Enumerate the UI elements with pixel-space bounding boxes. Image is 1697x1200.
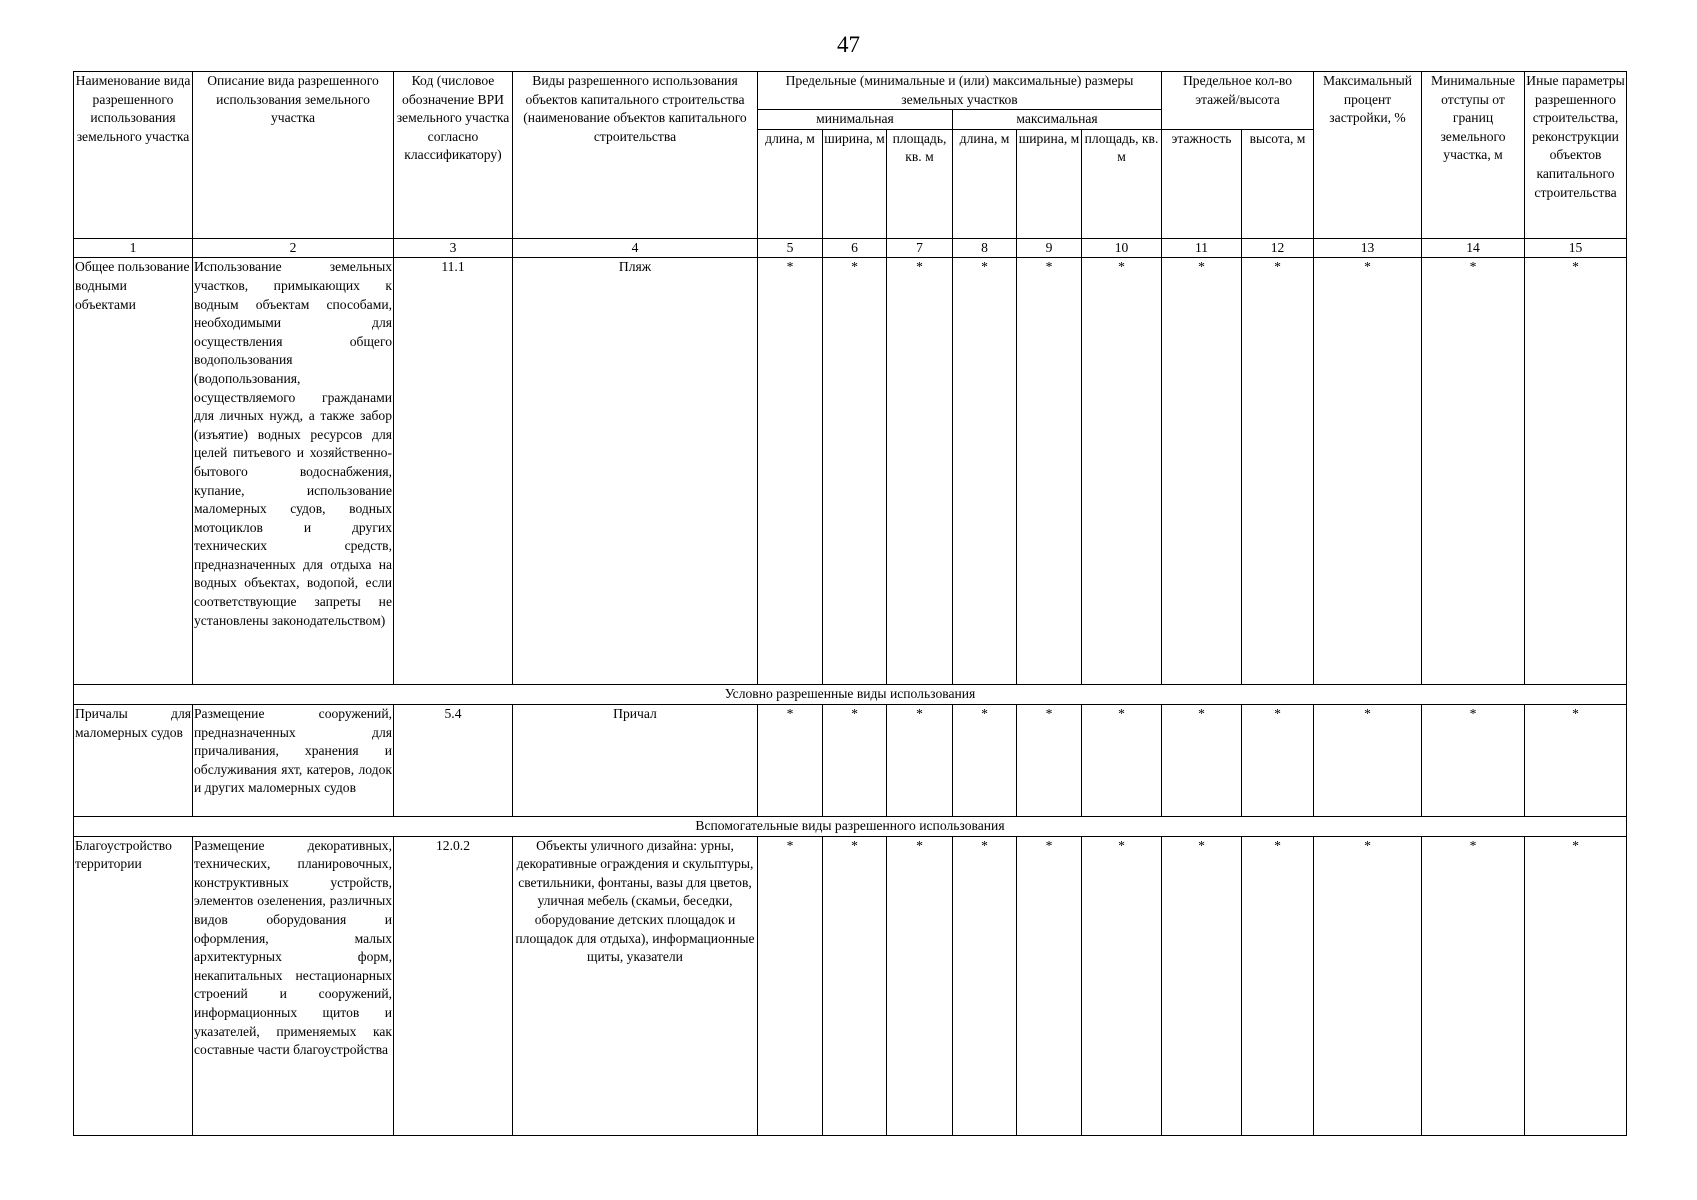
row-value: * (1422, 258, 1525, 685)
column-number: 5 (758, 238, 823, 258)
regulations-table (73, 71, 1627, 1136)
row-value: * (1082, 836, 1162, 1135)
header-code: Код (числовое обозначение ВРИ земельного участка согласно классификатору) (394, 72, 513, 239)
header-row-1 (74, 72, 1627, 110)
table-row (74, 258, 1627, 685)
column-number: 9 (1017, 238, 1082, 258)
column-numbers-row (74, 238, 1627, 258)
row-value: * (1162, 704, 1242, 816)
column-number: 3 (394, 238, 513, 258)
column-number: 2 (193, 238, 394, 258)
header-floors-height: Предельное кол-во этажей/высота (1162, 72, 1314, 130)
row-name: Благоустройство территории (74, 836, 193, 1135)
row-value: * (1082, 704, 1162, 816)
header-description: Описание вида разрешенного использования земельного участка (193, 72, 394, 239)
row-value: * (953, 704, 1017, 816)
row-value: * (1314, 704, 1422, 816)
header-max: максимальная (953, 110, 1162, 130)
row-value: * (1422, 704, 1525, 816)
header-max-percent: Максимальный процент застройки, % (1314, 72, 1422, 239)
row-value: * (823, 258, 887, 685)
header-min-length: длина, м (758, 129, 823, 238)
section-auxiliary: Вспомогательные виды разрешенного использования (74, 816, 1627, 836)
row-value: * (823, 704, 887, 816)
column-number: 4 (513, 238, 758, 258)
column-number: 13 (1314, 238, 1422, 258)
section-conditional: Условно разрешенные виды использования (74, 685, 1627, 705)
row-value: * (1525, 704, 1627, 816)
header-setbacks: Минимальные отступы от границ земельного участка, м (1422, 72, 1525, 239)
row-code: 5.4 (394, 704, 513, 816)
header-floors: этажность (1162, 129, 1242, 238)
row-value: * (1314, 258, 1422, 685)
row-value: * (1162, 836, 1242, 1135)
row-code: 11.1 (394, 258, 513, 685)
row-objects: Причал (513, 704, 758, 816)
table-row (74, 836, 1627, 1135)
row-value: * (1242, 258, 1314, 685)
row-value: * (953, 258, 1017, 685)
header-limit-sizes: Предельные (минимальные и (или) максимальные) размеры земельных участков (758, 72, 1162, 110)
column-number: 12 (1242, 238, 1314, 258)
row-value: * (1017, 704, 1082, 816)
row-description: Использование земельных участков, примыкающих к водным объектам способами, необходимыми для осуществления общего водопользования (водопользования, осуществляемого гражданами для личных нужд, а также забор (изъятие) водных ресурсов для целей питьевого и хозяйственно-бытового водоснабжения, купание, использование маломерных судов, водных мотоциклов и других технических средств, предназначенных для отдыха на водных объектах, водопой, если соответствующие запреты не установлены законодательством) (193, 258, 394, 685)
section-row (74, 816, 1627, 836)
header-min-width: ширина, м (823, 129, 887, 238)
row-value: * (823, 836, 887, 1135)
header-name: Наименование вида разрешенного использования земельного участка (74, 72, 193, 239)
page-number: 47 (837, 32, 860, 57)
row-value: * (1082, 258, 1162, 685)
row-value: * (1525, 258, 1627, 685)
header-min-area: площадь, кв. м (887, 129, 953, 238)
row-description: Размещение сооружений, предназначенных для причаливания, хранения и обслуживания яхт, катеров, лодок и других маломерных судов (193, 704, 394, 816)
row-objects: Пляж (513, 258, 758, 685)
row-value: * (758, 836, 823, 1135)
row-value: * (1314, 836, 1422, 1135)
section-row (74, 685, 1627, 705)
row-value: * (758, 704, 823, 816)
header-max-length: длина, м (953, 129, 1017, 238)
row-code: 12.0.2 (394, 836, 513, 1135)
row-value: * (887, 704, 953, 816)
row-value: * (1162, 258, 1242, 685)
header-other-parameters: Иные параметры разрешенного строительства, реконструкции объектов капитального строительства (1525, 72, 1627, 239)
row-value: * (953, 836, 1017, 1135)
header-min: минимальная (758, 110, 953, 130)
row-value: * (1422, 836, 1525, 1135)
column-number: 8 (953, 238, 1017, 258)
header-capital-construction: Виды разрешенного использования объектов капитального строительства (наименование объектов капитального строительства (513, 72, 758, 239)
header-height: высота, м (1242, 129, 1314, 238)
row-value: * (887, 258, 953, 685)
column-number: 14 (1422, 238, 1525, 258)
row-name: Причалы для маломерных судов (74, 704, 193, 816)
table-row (74, 704, 1627, 816)
row-value: * (1242, 836, 1314, 1135)
column-number: 6 (823, 238, 887, 258)
column-number: 1 (74, 238, 193, 258)
row-value: * (1017, 258, 1082, 685)
row-value: * (1525, 836, 1627, 1135)
row-name: Общее пользование водными объектами (74, 258, 193, 685)
column-number: 10 (1082, 238, 1162, 258)
header-max-area: площадь, кв. м (1082, 129, 1162, 238)
row-value: * (1242, 704, 1314, 816)
column-number: 7 (887, 238, 953, 258)
header-max-width: ширина, м (1017, 129, 1082, 238)
row-objects: Объекты уличного дизайна: урны, декоративные ограждения и скульптуры, светильники, фонтаны, вазы для цветов, уличная мебель (скамьи, беседки, оборудование детских площадок и площадок для отдыха), информационные щиты, указатели (513, 836, 758, 1135)
row-description: Размещение декоративных, технических, планировочных, конструктивных устройств, элементов озеленения, различных видов оборудования и оформления, малых архитектурных форм, некапитальных нестационарных строений и сооружений, информационных щитов и указателей, применяемых как составные части благоустройства (193, 836, 394, 1135)
column-number: 15 (1525, 238, 1627, 258)
row-value: * (887, 836, 953, 1135)
column-number: 11 (1162, 238, 1242, 258)
row-value: * (758, 258, 823, 685)
row-value: * (1017, 836, 1082, 1135)
